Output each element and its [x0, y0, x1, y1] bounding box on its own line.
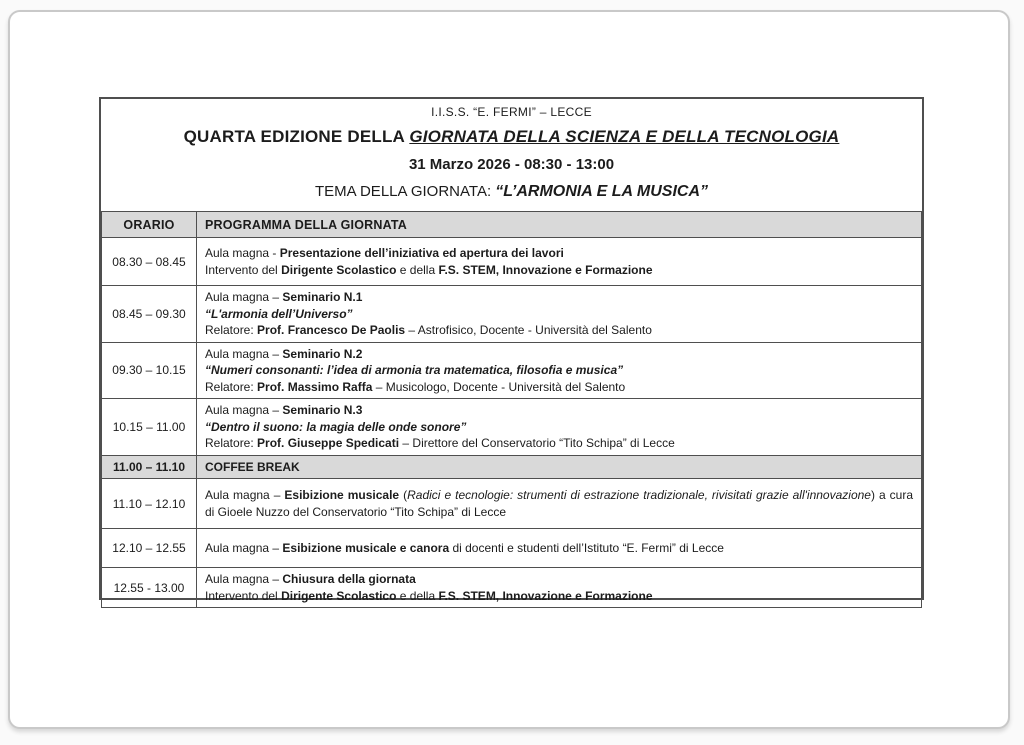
program-cell [197, 399, 922, 456]
program-line: Relatore: Prof. Giuseppe Spedicati – Direttore del Conservatorio “Tito Schipa” di Lecce [205, 436, 675, 450]
program-line: Aula magna - Presentazione dell’iniziativa ed apertura dei lavori [205, 246, 564, 260]
time-cell: 09.30 – 10.15 [102, 342, 197, 399]
program-line: Aula magna – Esibizione musicale (Radici e tecnologie: strumenti di estrazione tradizionale, rivisitati grazie all'innovazione) a cura di Gioele Nuzzo del Conservatorio “Tito Schipa” di Lecce [205, 488, 913, 519]
program-row [102, 399, 922, 456]
program-line: Aula magna – Seminario N.3 [205, 403, 363, 417]
program-cell [197, 529, 922, 568]
orario-column-header: ORARIO [102, 212, 197, 238]
day-theme [101, 182, 922, 201]
program-line: Aula magna – Seminario N.1 [205, 290, 363, 304]
day-theme-main: “L’ARMONIA E LA MUSICA” [495, 183, 709, 200]
day-theme-prefix: TEMA DELLA GIORNATA: [314, 183, 496, 200]
edition-title-main: GIORNATA DELLA SCIENZA E DELLA TECNOLOGIA [409, 127, 840, 146]
program-cell [197, 286, 922, 343]
program-line: Aula magna – Chiusura della giornata [205, 572, 416, 586]
program-line: Intervento del Dirigente Scolastico e della F.S. STEM, Innovazione e Formazione [205, 262, 653, 277]
program-table-body [102, 238, 922, 608]
program-line: “L'armonia dell’Universo” [205, 306, 353, 321]
program-line: “Dentro il suono: la magia delle onde sonore” [205, 419, 467, 434]
program-line: Aula magna – Seminario N.2 [205, 346, 363, 361]
time-cell: 11.00 – 11.10 [102, 455, 197, 479]
program-line: Relatore: Prof. Francesco De Paolis – Astrofisico, Docente - Università del Salento [205, 323, 652, 337]
program-row [102, 342, 922, 399]
program-cell [197, 479, 922, 529]
program-line: COFFEE BREAK [205, 459, 300, 474]
program-table [101, 211, 922, 608]
program-line: “Numeri consonanti: l’idea di armonia tra matematica, filosofia e musica” [205, 363, 624, 377]
program-row [102, 455, 922, 479]
program-cell [197, 568, 922, 608]
program-row [102, 568, 922, 608]
time-cell: 10.15 – 11.00 [102, 399, 197, 456]
time-cell: 11.10 – 12.10 [102, 479, 197, 529]
time-cell: 08.30 – 08.45 [102, 238, 197, 286]
program-cell [197, 238, 922, 286]
time-cell: 12.10 – 12.55 [102, 529, 197, 568]
program-row [102, 529, 922, 568]
school-name: I.I.S.S. “E. FERMI” – LECCE [431, 105, 592, 119]
program-line: Relatore: Prof. Massimo Raffa – Musicologo, Docente - Università del Salento [205, 379, 626, 394]
program-row [102, 479, 922, 529]
document-page [8, 10, 1010, 729]
programma-column-header: PROGRAMMA DELLA GIORNATA [197, 212, 922, 238]
program-table-header-row [102, 212, 922, 238]
program-cell [197, 455, 922, 479]
sheet-header [101, 99, 922, 211]
program-line: Aula magna – Esibizione musicale e canora di docenti e studenti dell’Istituto “E. Fermi” di Lecce [205, 540, 724, 555]
program-sheet [99, 97, 924, 603]
edition-title-prefix: QUARTA EDIZIONE DELLA [183, 127, 410, 146]
program-table-head [102, 212, 922, 238]
program-row [102, 238, 922, 286]
time-cell: 12.55 - 13.00 [102, 568, 197, 608]
program-cell [197, 342, 922, 399]
time-cell: 08.45 – 09.30 [102, 286, 197, 343]
program-line: Intervento del Dirigente Scolastico e della F.S. STEM, Innovazione e Formazione [205, 588, 653, 603]
event-date: 31 Marzo 2026 - 08:30 - 13:00 [408, 156, 615, 173]
program-row [102, 286, 922, 343]
edition-title [101, 126, 922, 147]
